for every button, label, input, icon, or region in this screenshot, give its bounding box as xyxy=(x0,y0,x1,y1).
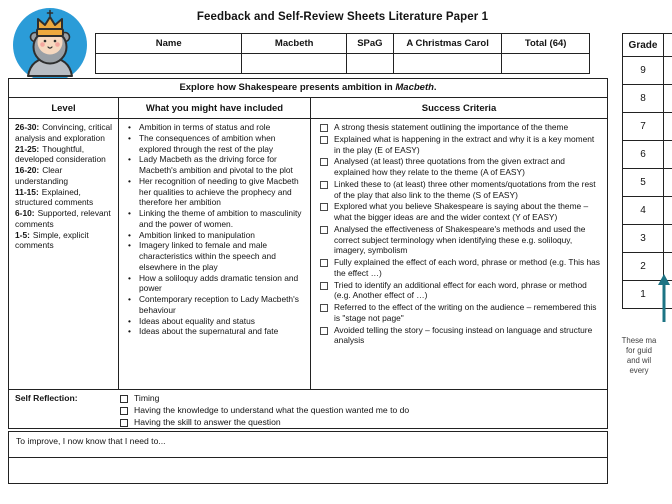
grade-header-row xyxy=(623,34,672,57)
self-reflection-items xyxy=(119,393,607,428)
grade-row xyxy=(623,225,672,253)
score-input-cell[interactable] xyxy=(347,54,394,73)
grade-extra-cell xyxy=(664,225,672,252)
criteria-text: Analysed (at least) three quotations from the given extract and explained how they relate to the theme (A of EASY) xyxy=(334,156,565,177)
included-text: Imagery linked to female and male characteristics within the speech and elsewhere in the play xyxy=(139,240,276,272)
included-bullet xyxy=(127,133,306,155)
level-range: 26-30: xyxy=(15,122,40,132)
improve-prompt: To improve, I now know that I need to... xyxy=(9,432,607,458)
bullet-icon: • xyxy=(128,315,131,326)
included-bullet xyxy=(127,122,306,133)
grade-row xyxy=(623,141,672,169)
criteria-item xyxy=(319,280,602,302)
grade-value-cell: 9 xyxy=(623,57,664,84)
level-band xyxy=(15,230,115,252)
criteria-text: Tried to identify an additional effect for each word, phrase or method (e.g. Another effect of …) xyxy=(334,279,587,301)
criteria-item xyxy=(319,201,602,223)
score-input-cell[interactable] xyxy=(242,54,347,73)
grade-extra-cell xyxy=(664,141,672,168)
score-table xyxy=(95,33,590,74)
checkbox-icon[interactable] xyxy=(320,327,328,335)
level-range: 6-10: xyxy=(15,208,35,218)
grade-extra-cell xyxy=(664,34,672,56)
included-text: Contemporary reception to Lady Macbeth's behaviour xyxy=(139,294,299,315)
reflection-item xyxy=(119,417,607,428)
level-descriptor: Convincing, critical analysis and exploration xyxy=(15,122,113,143)
level-range: 21-25: xyxy=(15,143,40,154)
grade-extra-cell xyxy=(664,169,672,196)
grade-extra-cell xyxy=(664,113,672,140)
included-bullet xyxy=(127,273,306,295)
success-criteria-column xyxy=(311,119,607,389)
included-text: Ideas about equality and status xyxy=(139,315,255,326)
question-suffix: . xyxy=(433,82,437,93)
column-header-included: What you might have included xyxy=(119,98,311,118)
criteria-item xyxy=(319,325,602,347)
score-input-row xyxy=(96,54,589,73)
page-title: Feedback and Self-Review Sheets Literature Paper 1 xyxy=(196,11,489,23)
included-bullet xyxy=(127,176,306,208)
column-header-level: Level xyxy=(9,98,119,118)
grade-value-cell: 7 xyxy=(623,113,664,140)
bullet-icon: • xyxy=(128,122,131,132)
score-input-cell[interactable] xyxy=(502,54,589,73)
score-header-cell: A Christmas Carol xyxy=(394,34,503,53)
included-bullet xyxy=(127,230,306,241)
checkbox-icon[interactable] xyxy=(320,282,328,290)
level-band xyxy=(15,165,115,187)
criteria-text: Explored what you believe Shakespeare is saying about the theme – what the bigger ideas are and the wider context (Y of EASY) xyxy=(334,201,589,222)
criteria-item xyxy=(319,156,602,178)
criteria-text: Linked these to (at least) three other moments/quotations from the rest of the play that also link to the theme (S of EASY) xyxy=(334,178,596,200)
grade-row xyxy=(623,169,672,197)
level-descriptor: Clear understanding xyxy=(15,165,69,186)
checkbox-icon[interactable] xyxy=(320,304,328,312)
included-bullet xyxy=(127,240,306,272)
grade-value-cell: 6 xyxy=(623,141,664,168)
level-band xyxy=(15,144,115,166)
bullet-icon: • xyxy=(128,175,131,186)
review-table xyxy=(8,78,608,429)
bullet-icon: • xyxy=(128,208,131,218)
grade-value-cell: 1 xyxy=(623,281,664,308)
grade-row xyxy=(623,197,672,225)
criteria-text: A strong thesis statement outlining the importance of the theme xyxy=(334,122,569,132)
column-header-success-criteria: Success Criteria xyxy=(421,102,497,114)
grade-value-cell: 4 xyxy=(623,197,664,224)
up-arrow-icon xyxy=(656,274,672,322)
score-header-row xyxy=(96,34,589,54)
criteria-item xyxy=(319,179,602,201)
included-bullet xyxy=(127,208,306,230)
checkbox-icon[interactable] xyxy=(320,226,328,234)
grade-value-cell: 5 xyxy=(623,169,664,196)
score-input-cell[interactable] xyxy=(96,54,242,73)
level-range: 16-20: xyxy=(15,165,40,175)
reflection-text: Timing xyxy=(134,393,160,403)
level-descriptor: Supported, relevant comments xyxy=(15,208,111,229)
level-band xyxy=(15,122,115,144)
king-avatar-icon xyxy=(11,6,89,84)
improve-box xyxy=(8,431,608,484)
checkbox-icon[interactable] xyxy=(120,419,128,427)
side-note-line: for guid xyxy=(625,346,652,355)
checkbox-icon[interactable] xyxy=(120,395,128,403)
side-note-line: These ma xyxy=(621,336,657,345)
criteria-item xyxy=(319,257,602,279)
improve-input-area[interactable] xyxy=(9,458,607,483)
bullet-icon: • xyxy=(128,272,131,283)
side-note-line: and wil xyxy=(626,356,652,365)
self-reflection-row xyxy=(9,390,607,428)
checkbox-icon[interactable] xyxy=(120,407,128,415)
included-text: Lady Macbeth as the driving force for Macbeth's ambition and pivotal to the plot xyxy=(139,154,293,175)
included-text: Her recognition of needing to give Macbeth her qualities to achieve the prophecy and therefore her ambition xyxy=(139,175,299,208)
checkbox-icon[interactable] xyxy=(320,158,328,166)
criteria-text: Avoided telling the story – focusing instead on language and structure analysis xyxy=(334,324,593,346)
grade-table xyxy=(622,33,672,309)
bullet-icon: • xyxy=(128,154,131,165)
included-text: Ideas about the supernatural and fate xyxy=(139,326,279,337)
checkbox-icon[interactable] xyxy=(320,259,328,267)
reflection-text: Having the knowledge to understand what the question wanted me to do xyxy=(134,405,410,416)
grade-extra-cell xyxy=(664,57,672,84)
question-prefix: Explore how Shakespeare presents ambition in xyxy=(179,82,396,93)
bullet-icon: • xyxy=(128,132,131,143)
criteria-item xyxy=(319,302,602,324)
criteria-text: Explained what is happening in the extract and why it is a key moment in the play (E of EASY) xyxy=(334,133,595,155)
included-bullet xyxy=(127,294,306,316)
criteria-text: Fully explained the effect of each word, phrase or method (e.g. This has the effect …) xyxy=(334,257,600,278)
checkbox-icon[interactable] xyxy=(320,181,328,189)
level-range: 1-5: xyxy=(15,229,30,240)
level-descriptor: Thoughtful, developed consideration xyxy=(15,143,106,165)
included-text: The consequences of ambition when explored through the rest of the play xyxy=(139,132,276,154)
column-header-row xyxy=(9,98,607,119)
checkbox-icon[interactable] xyxy=(320,136,328,144)
bullet-icon: • xyxy=(128,326,131,337)
content-row xyxy=(9,119,607,390)
included-column xyxy=(119,119,311,389)
grade-value-cell: 8 xyxy=(623,85,664,112)
reflection-item xyxy=(119,405,607,416)
question-play-title: Macbeth xyxy=(395,82,434,93)
grade-header-cell: Grade xyxy=(623,34,664,56)
score-header-cell: Total (64) xyxy=(524,38,567,49)
grade-extra-cell xyxy=(664,197,672,224)
criteria-text: Analysed the effectiveness of Shakespeare's methods and used the correct subject terminology when identifying these e.g. soliloquy, imagery, symbolism xyxy=(334,223,586,256)
level-descriptor: Simple, explicit comments xyxy=(15,229,89,251)
included-text: Ambition in terms of status and role xyxy=(139,122,271,132)
grade-extra-cell xyxy=(664,85,672,112)
grade-row xyxy=(623,85,672,113)
score-input-cell[interactable] xyxy=(394,54,503,73)
reflection-text: Having the skill to answer the question xyxy=(134,417,281,428)
grade-value-cell: 3 xyxy=(623,225,664,252)
bullet-icon: • xyxy=(128,240,131,251)
grade-value-cell: 2 xyxy=(623,253,664,280)
checkbox-icon[interactable] xyxy=(320,124,328,132)
level-band xyxy=(15,187,115,209)
included-text: Linking the theme of ambition to masculinity and the power of women. xyxy=(139,208,302,229)
level-column xyxy=(9,119,119,389)
included-text: Ambition linked to manipulation xyxy=(139,229,255,240)
bullet-icon: • xyxy=(128,229,131,240)
level-descriptor: Explained, structured comments xyxy=(15,186,94,208)
score-header-cell: Name xyxy=(96,34,242,53)
included-bullet xyxy=(127,326,306,337)
bullet-icon: • xyxy=(128,294,131,304)
criteria-item xyxy=(319,122,602,133)
side-note xyxy=(606,336,672,376)
included-bullet xyxy=(127,316,306,327)
side-note-line: every xyxy=(629,366,649,375)
grade-row xyxy=(623,113,672,141)
criteria-item xyxy=(319,134,602,156)
criteria-text: Referred to the effect of the writing on the audience – remembered this is "stage not page" xyxy=(334,302,597,323)
checkbox-icon[interactable] xyxy=(320,203,328,211)
score-header-cell: SPaG xyxy=(347,34,394,53)
level-band xyxy=(15,208,115,230)
reflection-item xyxy=(119,393,607,404)
self-reflection-label: Self Reflection: xyxy=(15,393,78,403)
included-text: How a soliloquy adds dramatic tension and power xyxy=(139,272,299,294)
essay-question xyxy=(9,79,607,98)
criteria-item xyxy=(319,224,602,256)
included-bullet xyxy=(127,154,306,176)
level-range: 11-15: xyxy=(15,186,39,197)
grade-row xyxy=(623,57,672,85)
score-header-cell: Macbeth xyxy=(242,34,347,53)
